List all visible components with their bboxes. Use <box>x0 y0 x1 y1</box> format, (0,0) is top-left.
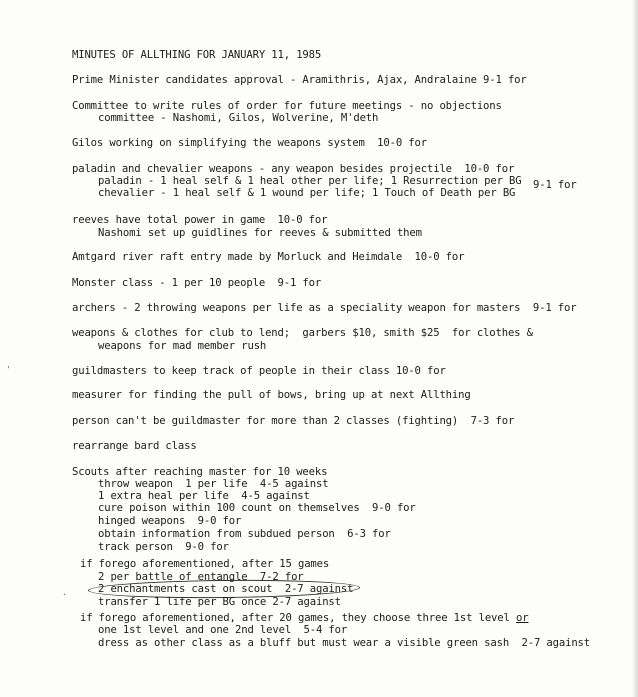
minute-item: measurer for finding the pull of bows, bring up at next Allthing <box>72 389 471 401</box>
vote-result: 9-1 for <box>533 179 577 191</box>
minute-item: guildmasters to keep track of people in their class 10-0 for <box>72 365 446 377</box>
minute-item: reeves have total power in game 10-0 for <box>72 214 328 226</box>
minute-item: Amtgard river raft entry made by Morluck and Heimdale 10-0 for <box>72 251 465 263</box>
minute-subitem: paladin - 1 heal self & 1 heal other per life; 1 Resurrection per BG <box>98 175 522 187</box>
minute-subitem: Nashomi set up guidlines for reeves & submitted them <box>98 227 422 239</box>
stray-mark: ' <box>6 365 11 374</box>
minute-subitem: obtain information from subdued person 6-3 for <box>98 528 391 540</box>
minute-item-text: if forego aforementioned, after 20 games, they choose three 1st level <box>80 612 516 624</box>
minute-item: person can't be guildmaster for more than 2 classes (fighting) 7-3 for <box>72 415 515 427</box>
minute-subitem: weapons for mad member rush <box>98 340 267 352</box>
minute-item: Committee to write rules of order for future meetings - no objections <box>72 100 502 112</box>
minute-subitem: one 1st level and one 2nd level 5-4 for <box>98 624 348 636</box>
minute-subitem: dress as other class as a bluff but must wear a visible green sash 2-7 against <box>98 637 591 649</box>
minute-subitem: 2 enchantments cast on scout 2-7 against <box>98 583 354 595</box>
underlined-or: or <box>515 612 529 624</box>
minute-subitem: hinged weapons 9-0 for <box>98 515 242 527</box>
minute-item: paladin and chevalier weapons - any weapon besides projectile 10-0 for <box>72 163 515 175</box>
minute-subitem: 2 per battle of entangle 7-2 for <box>98 571 304 583</box>
minute-subitem: committee - Nashomi, Gilos, Wolverine, M'deth <box>98 112 379 124</box>
minute-subitem: throw weapon 1 per life 4-5 against <box>98 478 329 490</box>
minute-item: Scouts after reaching master for 10 weeks <box>72 466 328 478</box>
minute-item: Gilos working on simplifying the weapons system 10-0 for <box>72 137 427 149</box>
minute-subitem: 1 extra heal per life 4-5 against <box>98 490 310 502</box>
stray-mark: · <box>62 590 67 599</box>
minute-item <box>80 612 528 624</box>
minute-item: rearrange bard class <box>72 440 197 452</box>
page-edge-shadow <box>632 0 638 697</box>
minute-subitem: track person 9-0 for <box>98 541 229 553</box>
minute-item: weapons & clothes for club to lend; garbers $10, smith $25 for clothes & <box>72 327 533 339</box>
document-title: MINUTES OF ALLTHING FOR JANUARY 11, 1985 <box>72 49 322 61</box>
minute-item: Prime Minister candidates approval - Aramithris, Ajax, Andralaine 9-1 for <box>72 74 527 86</box>
minute-subitem: transfer 1 life per BG once 2-7 against <box>98 596 341 608</box>
minute-item: if forego aforementioned, after 15 games <box>80 558 330 570</box>
minute-item: Monster class - 1 per 10 people 9-1 for <box>72 277 322 289</box>
minute-item: archers - 2 throwing weapons per life as a speciality weapon for masters 9-1 for <box>72 302 577 314</box>
minute-subitem: chevalier - 1 heal self & 1 wound per life; 1 Touch of Death per BG <box>98 187 516 199</box>
minute-subitem: cure poison within 100 count on themselves 9-0 for <box>98 502 416 514</box>
